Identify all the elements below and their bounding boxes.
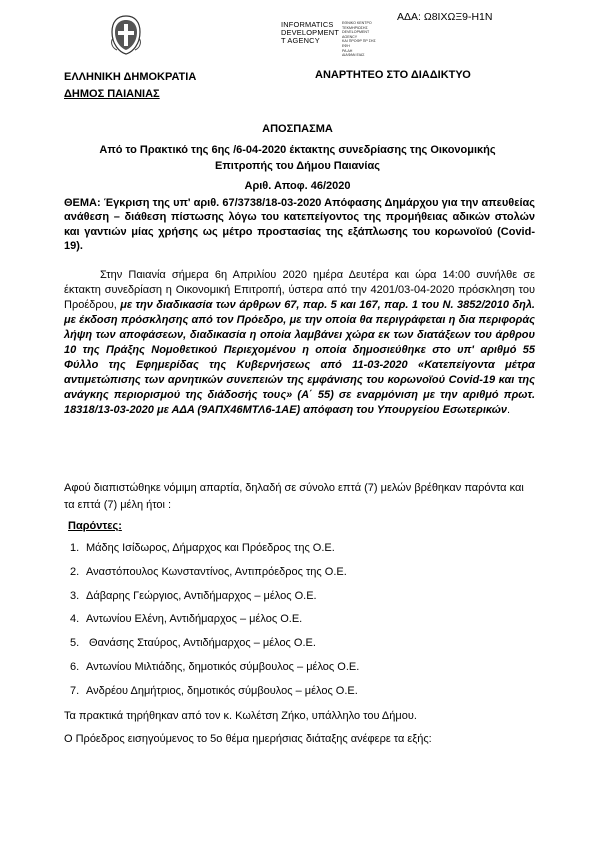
body-paragraph [64,268,535,418]
publish-notice: ΑΝΑΡΤΗΤΕΟ ΣΤΟ ΔΙΑΔΙΚΤΥΟ [315,69,471,81]
body-intro: Στην Παιανία σήμερα 6η Απριλίου 2020 ημέρα Δευτέρα και ώρα 14:00 συνήλθε σε έκτακτη συνεδρίαση η Οικονομική Επιτροπή, ύστερα από την 4201/03-04-2020 πρόσκληση του Προέδρου, [64,269,535,311]
greek-emblem-icon [107,14,145,56]
present-heading: Παρόντες: [68,520,122,532]
origin-line-1: Από το Πρακτικό της 6ης /6-04-2020 έκτακτης συνεδρίασης της Οικονομικής [99,144,496,156]
member-name: Αντωνίου Ελένη, Αντιδήμαρχος – μέλος Ο.Ε. [86,613,303,626]
document-origin [60,142,535,174]
body-procedure: με την διαδικασία των άρθρων 67, παρ. 5 και 167, παρ. 1 του Ν. 3852/2010 δηλ. με έκδοση πρόσκλησης από τον Πρόεδρο, με την οποία θα περιγράφεται η δια περιφοράς λήψη των αποφάσεων, διαδικασία η οποία λαμβάνει χώρα εκ των διατάξεων του άρθρου 10 της Πράξης Νομοθετικού Περιεχομένου η οποία δημοσιεύθηκε στο υπ' αριθμό 55 Φύλλο της Εφημερίδας της Κυβερνήσεως από 11-03-2020 «Κατεπείγοντα μέτρα αντιμετώπισης των αρνητικών συνεπειών της εμφάνισης του κορωνοϊού Covid-19 και της ανάγκης περιορισμού της διάδοσής τους» (Α΄ 55) σε εναρμόνιση με την αριθμό πρωτ. 18318/13-03-2020 με ΑΔΑ (9ΑΠΧ46ΜΤΛ6-1ΑΕ) απόφαση του Υπουργείου Εσωτερικών [64,299,535,416]
agency-logo-line: T AGENCY [281,36,320,46]
origin-line-2: Επιτροπής του Δήμου Παιανίας [215,160,380,172]
list-item [70,660,359,684]
member-name: Δάβαρης Γεώργιος, Αντιδήμαρχος – μέλος Ο.Ε. [86,589,317,602]
agency-sub-line: ΤΕΚΜΗΡΙΩΣΗΣ [342,25,368,30]
list-item [70,684,359,708]
agency-logo-line: INFORMATICS [281,20,334,29]
municipality-name: ΔΗΜΟΣ ΠΑΙΑΝΙΑΣ [64,88,160,100]
issuer-block [64,69,196,103]
chair-introduction: Ο Πρόεδρος εισηγούμενος το 5ο θέμα ημερήσιας διάταξης ανέφερε τα εξής: [64,733,432,745]
member-number: 1. [70,542,80,554]
members-list [70,541,359,708]
country-name: ΕΛΛΗΝΙΚΗ ΔΗΜΟΚΡΑΤΙΑ [64,71,197,83]
list-item [70,636,359,660]
member-number: 5. [70,637,80,650]
body-end: . [507,404,511,416]
member-number: 6. [70,660,80,673]
list-item [70,612,359,636]
list-item [70,541,359,565]
list-item [70,565,359,589]
member-number: 2. [70,565,80,578]
agency-sub-line: PA ΔΗ [342,48,353,53]
member-name: Ανδρέου Δημήτριος, δημοτικός σύμβουλος – μέλος Ο.Ε. [86,684,358,697]
agency-sub-line: ΔΙΑΦΑΝ ΕΙΑΣ [342,53,365,58]
decision-number: Αριθ. Αποφ. 46/2020 [244,180,351,192]
minutes-keeper: Τα πρακτικά τηρήθηκαν από τον κ. Κωλέτση Ζήκο, υπάλληλο του Δήμου. [64,710,417,722]
agency-sub-line: ΕΦΗ [342,43,350,48]
member-name: Μάδης Ισίδωρος, Δήμαρχος και Πρόεδρος της Ο.Ε. [86,542,335,554]
agency-logo-subtext [342,21,382,58]
subject-paragraph: ΘΕΜΑ: Έγκριση της υπ' αριθ. 67/3738/18-03-2020 Απόφασης Δημάρχου για την απευθείας ανάθεση – διάθεση πίστωσης λόγω του κατεπείγοντος της προμήθειας αδικών στολών και γαντιών μίας χρήσης ως μέτρο προστασίας της εξάπλωσης του κορωνοϊού (Covid-19). [64,197,535,253]
agency-sub-line: ΕΘΝΙΚΟ ΚΕΝΤΡΟ [342,21,372,25]
member-name: Θανάσης Σταύρος, Αντιδήμαρχος – μέλος Ο.Ε. [86,637,316,650]
agency-sub-line: DEVELOPMENT AGENCY [342,30,370,39]
ada-code: ΑΔΑ: Ω8ΙΧΩΞ9-Η1Ν [397,11,493,23]
member-number: 4. [70,613,80,626]
document-type: ΑΠΟΣΠΑΣΜΑ [262,123,333,135]
quorum-paragraph: Αφού διαπιστώθηκε νόμιμη απαρτία, δηλαδή σε σύνολο επτά (7) μελών βρέθηκαν παρόντα και τα επτά (7) μέλη ήτοι : [64,482,524,511]
list-item [70,589,359,613]
agency-logo [281,21,339,46]
member-name: Αναστόπουλος Κωνσταντίνος, Αντιπρόεδρος της Ο.Ε. [86,565,347,578]
agency-sub-line: ΚΑΙ ΠΡΟΦΡ ΠΡ ΣΗΣ [342,39,376,44]
agency-logo-line: DEVELOPMENT [281,28,340,38]
member-name: Αντωνίου Μιλτιάδης, δημοτικός σύμβουλος – μέλος Ο.Ε. [86,660,360,673]
member-number: 7. [70,684,80,697]
member-number: 3. [70,589,80,602]
